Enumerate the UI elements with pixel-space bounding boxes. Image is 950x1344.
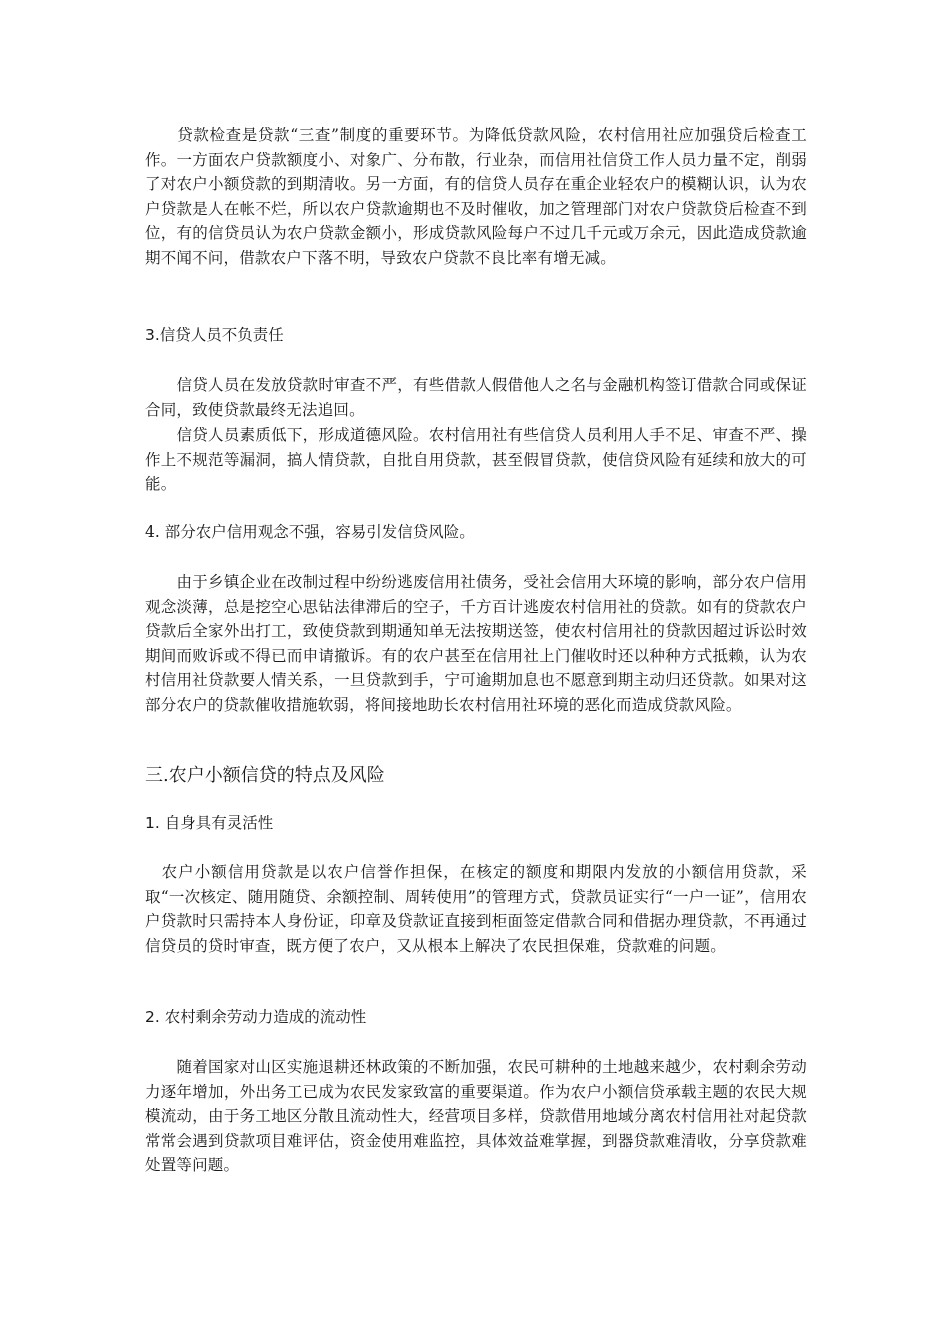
paragraph-evasion-of-debt: 由于乡镇企业在改制过程中纷纷逃废信用社债务，受社会信用大环境的影响，部分农户信用观念淡薄，总是挖空心思钻法律滞后的空子，千方百计逃废农村信用社的贷款。如有的贷款农户贷款后全家外出打工，致使贷款到期通知单无法按期送签，使农村信用社的贷款因超过诉讼时效期间而败诉或不得已而申请撤诉。有的农户甚至在信用社上门催收时还以种种方式抵赖，认为农村信用社贷款要人情关系，一旦贷款到手，宁可逾期加息也不愿意到期主动归还贷款。如果对这部分农户的贷款催收措施软弱，将间接地助长农村信用社环境的恶化而造成贷款风险。: [145, 573, 807, 714]
heading-credit-staff-irresponsible: [145, 324, 284, 346]
heading-number: 1.: [145, 814, 160, 832]
heading-labor-mobility: [145, 1006, 366, 1028]
paragraph-lax-review: 信贷人员在发放贷款时审查不严，有些借款人假借他人之名与金融机构签订借款合同或保证合同，致使贷款最终无法追回。: [145, 376, 807, 419]
heading-text: 自身具有灵活性: [159, 814, 274, 832]
paragraph-rural-labor-flow: 随着国家对山区实施退耕还林政策的不断加强，农民可耕种的土地越来越少，农村剩余劳动力逐年增加，外出务工已成为农民发家致富的重要渠道。作为农户小额信贷承载主题的农民大规模流动，由于务工地区分散且流动性大，经营项目多样，贷款借用地域分离农村信用社对起贷款常常会遇到贷款项目难评估，资金使用难监控，具体效益难掌握，到器贷款难清收，分享贷款难处置等问题。: [145, 1058, 807, 1174]
heading-number: 2.: [145, 1008, 160, 1026]
heading-number: 3.: [145, 326, 160, 344]
paragraph-moral-hazard: 信贷人员素质低下，形成道德风险。农村信用社有些信贷人员利用人手不足、审查不严、操作上不规范等漏洞，搞人情贷款，自批自用贷款，甚至假冒贷款，使信贷风险有延续和放大的可能。: [145, 426, 807, 493]
paragraph-microcredit-mechanism: 农户小额信用贷款是以农户信誉作担保，在核定的额度和期限内发放的小额信用贷款，采取“一次核定、随用随贷、余额控制、周转使用”的管理方式，贷款员证实行“一户一证”，信用农户贷款时只需持本人身份证，印章及贷款证直接到柜面签定借款合同和借据办理贷款，不再通过信贷员的贷时审查，既方便了农户，又从根本上解决了农民担保难，贷款难的问题。: [145, 863, 807, 955]
paragraph-loan-inspection: 贷款检查是贷款“三查”制度的重要环节。为降低贷款风险，农村信用社应加强贷后检查工作。一方面农户贷款额度小、对象广、分布散，行业杂，而信用社信贷工作人员力量不定，削弱了对农户小额贷款的到期清收。另一方面，有的信贷人员存在重企业轻农户的模糊认识，认为农户贷款是人在帐不烂，所以农户贷款逾期也不及时催收，加之管理部门对农户贷款贷后检查不到位，有的信贷员认为农户贷款金额小，形成贷款风险每户不过几千元或万余元，因此造成贷款逾期不闻不问，借款农户下落不明，导致农户贷款不良比率有增无减。: [145, 126, 807, 267]
heading-text: 信贷人员不负责任: [159, 326, 284, 344]
section-heading-features-and-risks: 三.农户小额信贷的特点及风险: [145, 765, 385, 786]
heading-text: 农村剩余劳动力造成的流动性: [159, 1008, 367, 1026]
heading-weak-credit-awareness: 4. 部分农户信用观念不强，容易引发信贷风险。: [145, 523, 475, 541]
heading-flexibility: [145, 812, 273, 834]
